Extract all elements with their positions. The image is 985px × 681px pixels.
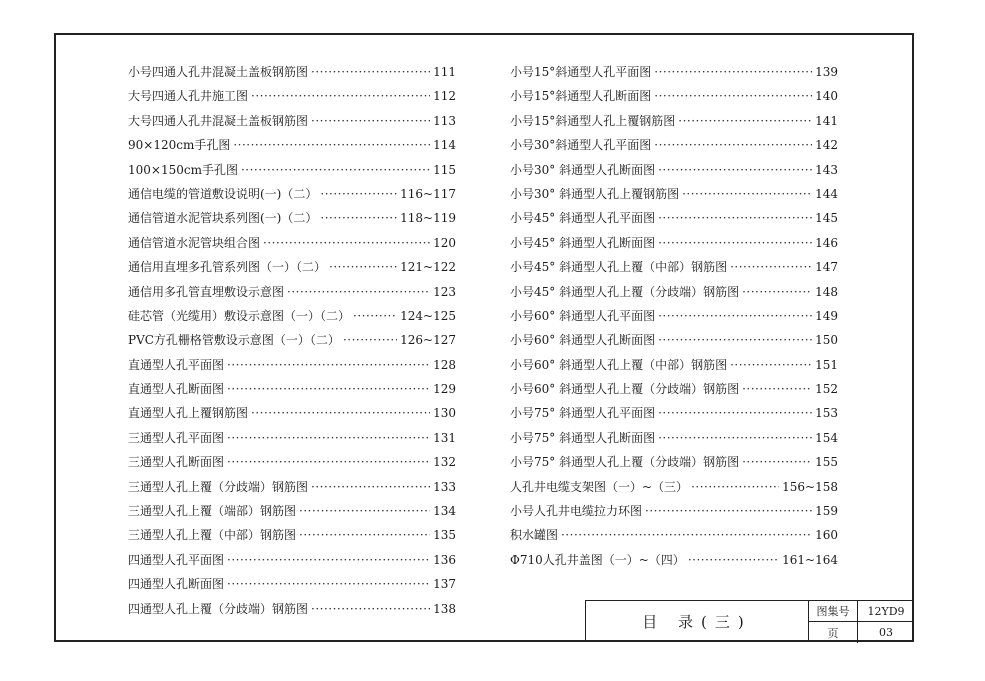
dot-leader [654, 138, 812, 152]
toc-entry-page: 145 [815, 211, 838, 226]
toc-entry [510, 478, 838, 502]
toc-entry [128, 234, 456, 258]
dot-leader [227, 431, 430, 445]
toc-entry [128, 526, 456, 550]
toc-entry-title: 三通型人孔断面图 [128, 455, 225, 470]
toc-entry [510, 331, 838, 355]
dot-leader [227, 455, 430, 469]
toc-entry-title: Φ710人孔井盖图（一）~（四） [510, 552, 685, 567]
toc-entry-page: 142 [815, 138, 838, 153]
toc-entry-title: 人孔井电缆支架图（一）~（三） [510, 479, 689, 494]
toc-entry-title: 直通型人孔断面图 [128, 382, 225, 397]
dot-leader [353, 309, 397, 323]
dot-leader [227, 358, 430, 372]
toc-entry [510, 209, 838, 233]
toc-entry-page: 126~127 [400, 333, 456, 348]
toc-entry-title: 四通型人孔断面图 [128, 577, 225, 592]
toc-entry-page: 161~164 [782, 552, 838, 567]
toc-entry-title: 小号30° 斜通型人孔上覆钢筋图 [510, 186, 680, 201]
toc-entry-page: 138 [433, 601, 456, 616]
toc-entry [128, 161, 456, 185]
dot-leader [691, 480, 779, 494]
toc-entry-page: 121~122 [400, 260, 456, 275]
toc-entry [128, 551, 456, 575]
toc-entry-title: 通信管道水泥管块组合图 [128, 235, 261, 250]
sheet-title: 目 录(三) [586, 601, 809, 642]
dot-leader [329, 260, 397, 274]
toc-entry [128, 478, 456, 502]
dot-leader [227, 382, 430, 396]
toc-entry-page: 116~117 [400, 186, 456, 201]
toc-entry-title: 通信管道水泥管块系列图(一)（二） [128, 211, 318, 226]
toc-entry-title: 四通型人孔上覆（分歧端）钢筋图 [128, 601, 309, 616]
dot-leader [251, 406, 430, 420]
atlas-number-label: 图集号 [809, 601, 858, 622]
title-block [585, 600, 914, 642]
dot-leader [320, 211, 397, 225]
toc-entry [128, 356, 456, 380]
toc-entry-page: 136 [433, 552, 456, 567]
toc-entry-page: 123 [433, 284, 456, 299]
toc-entry [510, 380, 838, 404]
toc-entry-page: 150 [815, 333, 838, 348]
toc-entry-page: 118~119 [400, 211, 456, 226]
dot-leader [658, 236, 812, 250]
toc-entry-title: 小号60° 斜通型人孔断面图 [510, 333, 656, 348]
toc-entry-title: 小号60° 斜通型人孔上覆（中部）钢筋图 [510, 357, 728, 372]
toc-entry [128, 453, 456, 477]
toc-entry-page: 160 [815, 528, 838, 543]
dot-leader [730, 358, 812, 372]
toc-entry-title: 小号45° 斜通型人孔上覆（中部）钢筋图 [510, 260, 728, 275]
toc-entry-page: 137 [433, 577, 456, 592]
toc-entry-page: 139 [815, 65, 838, 79]
dot-leader [287, 285, 430, 299]
toc-entry [128, 502, 456, 526]
dot-leader [742, 285, 812, 299]
toc-entry [128, 575, 456, 599]
toc-entry-page: 144 [815, 186, 838, 201]
toc-entry-page: 133 [433, 479, 456, 494]
dot-leader [251, 89, 430, 103]
toc-entry-title: 小号75° 斜通型人孔平面图 [510, 406, 656, 421]
dot-leader [730, 260, 812, 274]
toc-entry [510, 429, 838, 453]
toc-entry-title: 小号15°斜通型人孔断面图 [510, 89, 652, 104]
toc-entry-title: 小号60° 斜通型人孔上覆（分歧端）钢筋图 [510, 382, 740, 397]
toc-entry-page: 141 [815, 113, 838, 128]
toc-entry [128, 429, 456, 453]
toc-entry-title: 小号45° 斜通型人孔平面图 [510, 211, 656, 226]
toc-entry [128, 331, 456, 355]
toc-entry-title: 通信用多孔管直埋敷设示意图 [128, 284, 285, 299]
toc-entry-title: 积水罐图 [510, 528, 559, 543]
toc-entry-page: 134 [433, 504, 456, 519]
dot-leader [299, 504, 430, 518]
dot-leader [227, 553, 430, 567]
toc-entry-title: 直通型人孔平面图 [128, 357, 225, 372]
dot-leader [678, 114, 812, 128]
toc-entry-title: 小号75° 斜通型人孔断面图 [510, 430, 656, 445]
toc-entry-title: 小号30° 斜通型人孔断面图 [510, 162, 656, 177]
dot-leader [227, 577, 430, 591]
toc-entry-title: 通信用直埋多孔管系列图（一）（二） [128, 260, 327, 275]
toc-entry-page: 129 [433, 382, 456, 397]
toc-entry-title: 直通型人孔上覆钢筋图 [128, 406, 249, 421]
toc-entry [510, 161, 838, 185]
toc-entry [510, 356, 838, 380]
toc-entry-title: 小号60° 斜通型人孔平面图 [510, 308, 656, 323]
toc-entry-page: 159 [815, 504, 838, 519]
toc-entry-page: 156~158 [782, 479, 838, 494]
toc-entry [128, 380, 456, 404]
toc-entry [128, 112, 456, 136]
toc-entry-page: 140 [815, 89, 838, 104]
dot-leader [688, 553, 779, 567]
toc-entry-title: 四通型人孔平面图 [128, 552, 225, 567]
toc-entry-page: 147 [815, 260, 838, 275]
toc-entry [510, 551, 838, 575]
toc-entry [128, 258, 456, 282]
toc-entry-title: 小号30°斜通型人孔平面图 [510, 138, 652, 153]
toc-entry [510, 234, 838, 258]
dot-leader [658, 333, 812, 347]
toc-entry-page: 115 [433, 162, 456, 177]
toc-entry-title: 大号四通人孔井施工图 [128, 89, 249, 104]
toc-entry [128, 283, 456, 307]
toc-entry [128, 600, 456, 624]
toc-entry-title: 100×150cm手孔图 [128, 162, 238, 177]
toc-entry [128, 404, 456, 428]
toc-entry-page: 155 [815, 455, 838, 470]
toc-entry-page: 132 [433, 455, 456, 470]
dot-leader [241, 163, 430, 177]
dot-leader [343, 333, 397, 347]
toc-entry-title: 小号四通人孔井混凝土盖板钢筋图 [128, 65, 309, 79]
toc-entry-title: 小号15°斜通型人孔上覆钢筋图 [510, 113, 676, 128]
toc-entry-page: 112 [433, 89, 456, 104]
dot-leader [311, 602, 430, 616]
dot-leader [658, 211, 812, 225]
toc-entry-title: 90×120cm手孔图 [128, 138, 231, 153]
dot-leader [654, 65, 812, 79]
toc-entry [510, 453, 838, 477]
dot-leader [742, 455, 812, 469]
toc-entry-page: 143 [815, 162, 838, 177]
toc-entry-title: PVC方孔栅格管敷设示意图（一）（二） [128, 333, 340, 348]
dot-leader [299, 528, 430, 542]
dot-leader [654, 89, 812, 103]
toc-entry [128, 209, 456, 233]
dot-leader [658, 163, 812, 177]
toc-entry-page: 113 [433, 113, 456, 128]
page-number-value: 03 [879, 626, 893, 639]
toc-entry [128, 136, 456, 160]
dot-leader [320, 187, 397, 201]
toc-entry-page: 124~125 [400, 308, 456, 323]
toc-entry-title: 三通型人孔上覆（分歧端）钢筋图 [128, 479, 309, 494]
toc-entry [510, 526, 838, 550]
dot-leader [233, 138, 430, 152]
dot-leader [263, 236, 430, 250]
dot-leader [682, 187, 812, 201]
toc-entry [510, 112, 838, 136]
toc-entry [128, 87, 456, 111]
toc-entry-page: 114 [433, 138, 456, 153]
toc-entry-page: 120 [433, 235, 456, 250]
toc-entry-title: 小号15°斜通型人孔平面图 [510, 65, 652, 79]
toc-entry-title: 大号四通人孔井混凝土盖板钢筋图 [128, 113, 309, 128]
toc-entry-page: 135 [433, 528, 456, 543]
dot-leader [658, 406, 812, 420]
toc-entry-page: 131 [433, 430, 456, 445]
toc-entry-title: 三通型人孔上覆（端部）钢筋图 [128, 504, 297, 519]
toc-entry [510, 404, 838, 428]
dot-leader [311, 114, 430, 128]
toc-entry-page: 151 [815, 357, 838, 372]
toc-entry-page: 130 [433, 406, 456, 421]
toc-entry-title: 小号45° 斜通型人孔断面图 [510, 235, 656, 250]
toc-entry-page: 111 [433, 65, 456, 79]
toc-entry-page: 153 [815, 406, 838, 421]
toc-entry [128, 307, 456, 331]
toc-entry-page: 149 [815, 308, 838, 323]
toc-entry-title: 通信电缆的管道敷设说明(一)（二） [128, 186, 318, 201]
toc-entry [510, 63, 838, 87]
toc-entry-title: 三通型人孔平面图 [128, 430, 225, 445]
toc-entry [510, 136, 838, 160]
dot-leader [561, 528, 812, 542]
toc-entry [510, 307, 838, 331]
page-label: 页 [809, 622, 858, 643]
toc-entry [510, 87, 838, 111]
dot-leader [311, 65, 430, 79]
toc-entry [510, 283, 838, 307]
toc-entry [510, 258, 838, 282]
toc-entry-page: 128 [433, 357, 456, 372]
atlas-number-value: 12YD9 [858, 601, 914, 622]
toc-entry [510, 502, 838, 526]
toc-entry [128, 63, 456, 87]
dot-leader [311, 480, 430, 494]
toc-entry-title: 小号45° 斜通型人孔上覆（分歧端）钢筋图 [510, 284, 740, 299]
toc-entry-title: 小号75° 斜通型人孔上覆（分歧端）钢筋图 [510, 455, 740, 470]
toc-entry-page: 152 [815, 382, 838, 397]
dot-leader [658, 431, 812, 445]
toc-entry-title: 三通型人孔上覆（中部）钢筋图 [128, 528, 297, 543]
toc-entry-title: 硅芯管（光缆用）敷设示意图（一）（二） [128, 308, 351, 323]
dot-leader [645, 504, 812, 518]
dot-leader [658, 309, 812, 323]
toc-left-column [128, 63, 456, 624]
toc-entry-page: 146 [815, 235, 838, 250]
dot-leader [742, 382, 812, 396]
toc-entry-title: 小号人孔井电缆拉力环图 [510, 504, 643, 519]
toc-entry-page: 148 [815, 284, 838, 299]
toc-entry-page: 154 [815, 430, 838, 445]
toc-entry [510, 185, 838, 209]
toc-right-column [510, 63, 838, 575]
toc-entry [128, 185, 456, 209]
